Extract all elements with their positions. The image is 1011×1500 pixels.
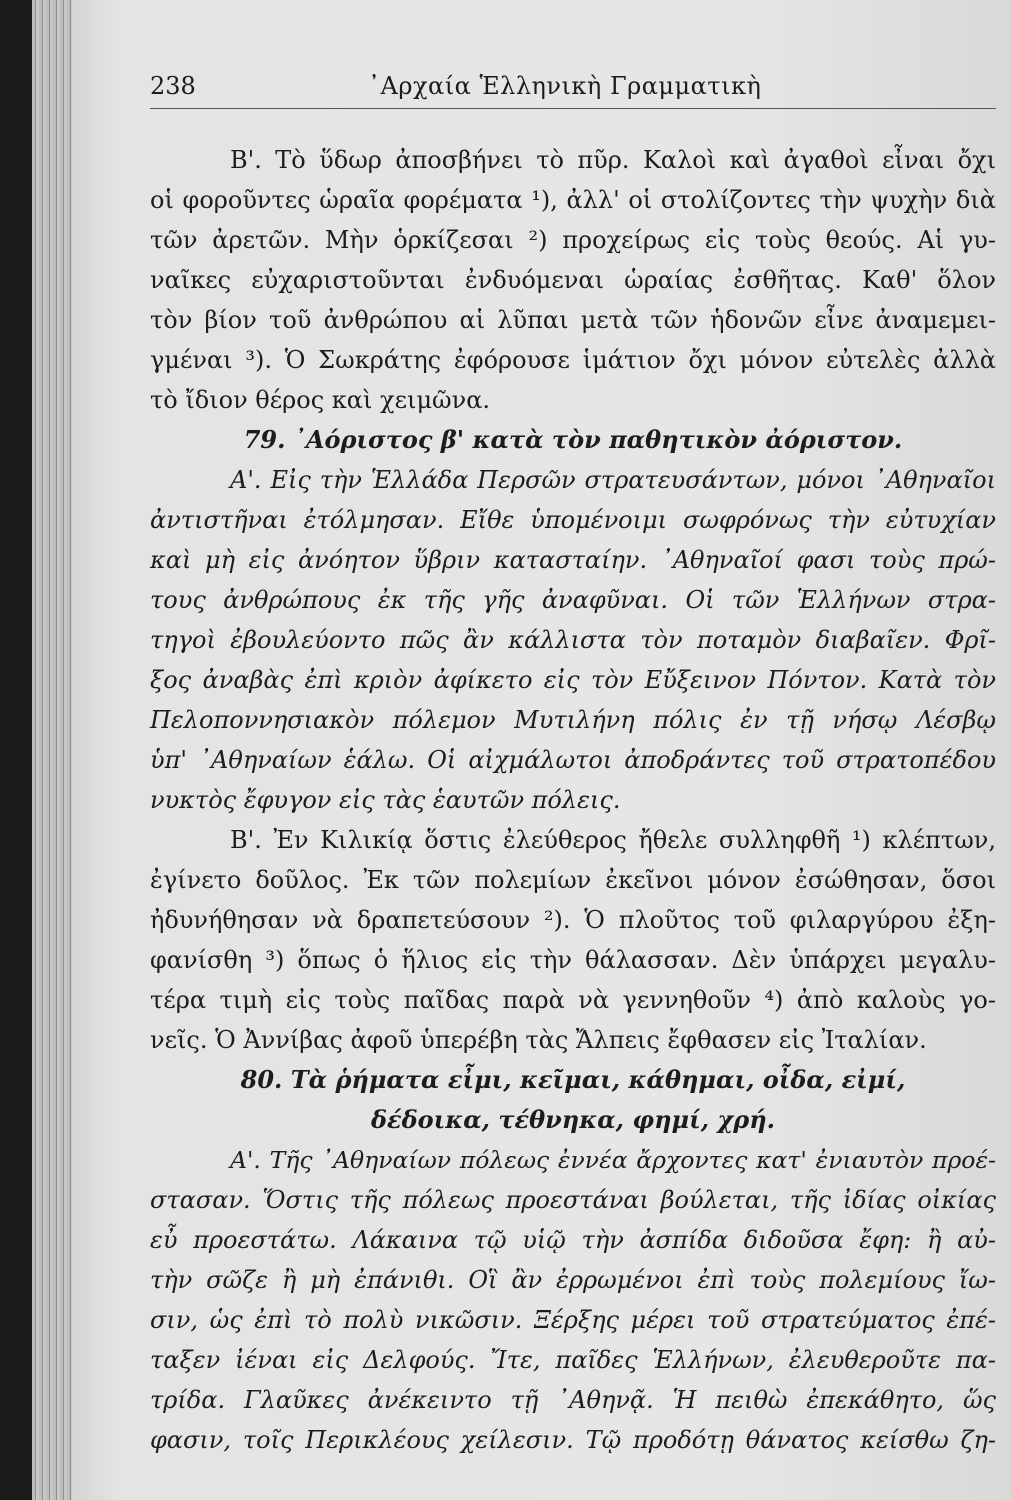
text-line: γμέναι ³). Ὁ Σωκράτης ἐφόρουσε ἱμάτιον ὄχι μόνον εὐτελὲς ἀλλὰ (150, 346, 996, 374)
text-line: νυκτὸς ἔφυγον εἰς τὰς ἑαυτῶν πόλεις. (150, 786, 621, 814)
text-line: τὸ ἴδιον θέρος καὶ χειμῶνα. (150, 386, 491, 414)
section-79-heading: 79. ᾿Αόριστος β' κατὰ τὸν παθητικὸν ἀόριστον. (243, 425, 903, 454)
text-line: τέρα τιμὴ εἰς τοὺς παῖδας παρὰ νὰ γεννηθοῦν ⁴) ἀπὸ καλοὺς γο- (150, 986, 996, 1014)
page-number: 238 (150, 72, 196, 100)
text-line: τὴν σῶζε ἢ μὴ ἐπάνιθι. Οἳ ἂν ἐρρωμένοι ἐπὶ τοὺς πολεμίους ἴω- (150, 1266, 996, 1294)
text-line: εὖ προεστάτω. Λάκαινα τῷ υἱῷ τὴν ἀσπίδα διδοῦσα ἔφη: ἢ αὐ- (150, 1226, 996, 1254)
text-line: τηγοὶ ἐβουλεύοντο πῶς ἂν κάλλιστα τὸν ποταμὸν διαβαῖεν. Φρῖ- (150, 626, 996, 654)
text-line: Α'. Εἰς τὴν Ἑλλάδα Περσῶν στρατευσάντων, μόνοι ᾿Αθηναῖοι (230, 466, 996, 494)
text-line: ἐγίνετο δοῦλος. Ἐκ τῶν πολεμίων ἐκεῖνοι μόνον ἐσώθησαν, ὅσοι (150, 866, 996, 894)
running-title: ᾿Αρχαία Ἑλληνικὴ Γραμματικὴ (368, 72, 762, 100)
section-80-part-a (150, 1140, 996, 1460)
page-body (150, 140, 996, 1460)
book-page (32, 0, 1011, 1500)
text-line: Β'. Τὸ ὕδωρ ἀποσβήνει τὸ πῦρ. Καλοὶ καὶ ἀγαθοὶ εἶναι ὄχι (230, 146, 996, 174)
text-line: τὸν βίον τοῦ ἀνθρώπου αἱ λῦπαι μετὰ τῶν ἡδονῶν εἶνε ἀναμεμει- (150, 306, 996, 334)
header-rule (150, 108, 996, 109)
text-line: τῶν ἀρετῶν. Μὴν ὁρκίζεσαι ²) προχείρως εἰς τοὺς θεούς. Αἱ γυ- (150, 226, 996, 254)
text-line: σιν, ὡς ἐπὶ τὸ πολὺ νικῶσιν. Ξέρξης μέρει τοῦ στρατεύματος ἐπέ- (150, 1306, 996, 1334)
text-line: ἠδυνήθησαν νὰ δραπετεύσουν ²). Ὁ πλοῦτος τοῦ φιλαργύρου ἐξη- (150, 906, 996, 934)
text-line: ἀντιστῆναι ἐτόλμησαν. Εἴθε ὑπομένοιμι σωφρόνως τὴν εὐτυχίαν (150, 506, 996, 534)
page-header (150, 72, 980, 106)
text-line: τους ἀνθρώπους ἐκ τῆς γῆς ἀναφῦναι. Οἱ τῶν Ἑλλήνων στρα- (150, 586, 996, 614)
text-line: Β'. Ἐν Κιλικίᾳ ὅστις ἐλεύθερος ἤθελε συλληφθῆ ¹) κλέπτων, (230, 826, 996, 854)
text-line: φασιν, τοῖς Περικλέους χείλεσιν. Τῷ προδότῃ θάνατος κείσθω ζη- (150, 1426, 996, 1454)
section-80-heading-continued: δέδοικα, τέθνηκα, φημί, χρή. (370, 1105, 775, 1134)
text-line: Α'. Τῆς ᾿Αθηναίων πόλεως ἐννέα ἄρχοντες κατ' ἐνιαυτὸν προέ- (230, 1146, 996, 1174)
section-79-part-b (150, 820, 996, 1060)
text-line: τρίδα. Γλαῦκες ἀνέκειντο τῇ ᾿Αθηνᾷ. Ἡ πειθὼ ἐπεκάθητο, ὥς (150, 1386, 996, 1414)
text-line: Πελοποννησιακὸν πόλεμον Μυτιλήνη πόλις ἐν τῇ νήσῳ Λέσβῳ (150, 706, 996, 734)
section-b-exercise (150, 140, 996, 420)
text-line: ξος ἀναβὰς ἐπὶ κριὸν ἀφίκετο εἰς τὸν Εὔξεινον Πόντον. Κατὰ τὸν (150, 666, 996, 694)
text-line: ταξεν ἰέναι εἰς Δελφούς. Ἴτε, παῖδες Ἑλλήνων, ἐλευθεροῦτε πα- (150, 1346, 996, 1374)
section-80-heading: 80. Τὰ ῥήματα εἶμι, κεῖμαι, κάθημαι, οἶδα, εἰμί, (240, 1065, 906, 1094)
text-line: ὑπ' ᾿Αθηναίων ἑάλω. Οἱ αἰχμάλωτοι ἀποδράντες τοῦ στρατοπέδου (150, 746, 996, 774)
text-line: στασαν. Ὅστις τῆς πόλεως προεστάναι βούλεται, τῆς ἰδίας οἰκίας (150, 1186, 996, 1214)
text-line: καὶ μὴ εἰς ἀνόητον ὕβριν κατασταίην. ᾿Αθηναῖοί φασι τοὺς πρώ- (150, 546, 996, 574)
text-line: ναῖκες εὐχαριστοῦνται ἐνδυόμεναι ὡραίας ἐσθῆτας. Καθ' ὅλον (150, 266, 996, 294)
text-line: νεῖς. Ὁ Ἀννίβας ἀφοῦ ὑπερέβη τὰς Ἄλπεις ἔφθασεν εἰς Ἰταλίαν. (150, 1026, 927, 1054)
text-line: οἱ φοροῦντες ὡραῖα φορέματα ¹), ἀλλ' οἱ στολίζοντες τὴν ψυχὴν διὰ (150, 186, 996, 214)
section-79-part-a (150, 460, 996, 820)
page-stack-edge (32, 0, 72, 1500)
text-line: φανίσθη ³) ὅπως ὁ ἥλιος εἰς τὴν θάλασσαν. Δὲν ὑπάρχει μεγαλυ- (150, 946, 996, 974)
